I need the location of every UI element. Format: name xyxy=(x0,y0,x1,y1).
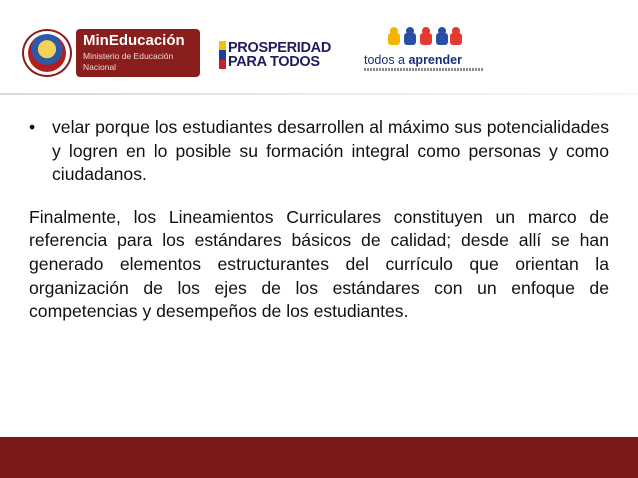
todos-tagline xyxy=(364,68,484,71)
bullet-marker: • xyxy=(29,117,36,137)
todos-bold: aprender xyxy=(408,53,462,67)
people-figures-icon xyxy=(388,27,460,49)
colombia-flag-icon xyxy=(219,41,226,69)
slide-header xyxy=(0,0,638,95)
todos-a-aprender-logo xyxy=(364,27,484,77)
mineducacion-subtitle: Ministerio de Educación Nacional xyxy=(83,51,174,72)
mineducacion-label-box xyxy=(76,29,200,77)
todos-prefix: todos a xyxy=(364,53,409,67)
slide-content xyxy=(29,116,609,324)
todos-a-aprender-wordmark xyxy=(364,53,462,67)
bullet-item xyxy=(29,116,609,187)
prosperidad-line2: PARA TODOS xyxy=(227,54,320,70)
prosperidad-logo xyxy=(219,41,331,71)
mineducacion-title: MinEducación xyxy=(83,32,185,49)
bullet-text: velar porque los estudiantes desarrollen al máximo sus potencialidades y logren en lo posible su formación integral como personas y como ciudadanos. xyxy=(52,117,609,185)
header-divider xyxy=(0,93,638,95)
body-paragraph: Finalmente, los Lineamientos Curriculares constituyen un marco de referencia para los estándares básicos de calidad; desde allí se han generado elementos estructurantes del currículo que orientan la organización de los ejes de los estándares con un enfoque de competencias y desempeños de los estudiantes. xyxy=(29,206,609,322)
prosperidad-line1: PROSPERIDAD xyxy=(227,40,331,56)
colombia-coat-of-arms-icon xyxy=(22,29,72,77)
footer-bar xyxy=(0,437,638,478)
mineducacion-logo xyxy=(22,29,200,77)
